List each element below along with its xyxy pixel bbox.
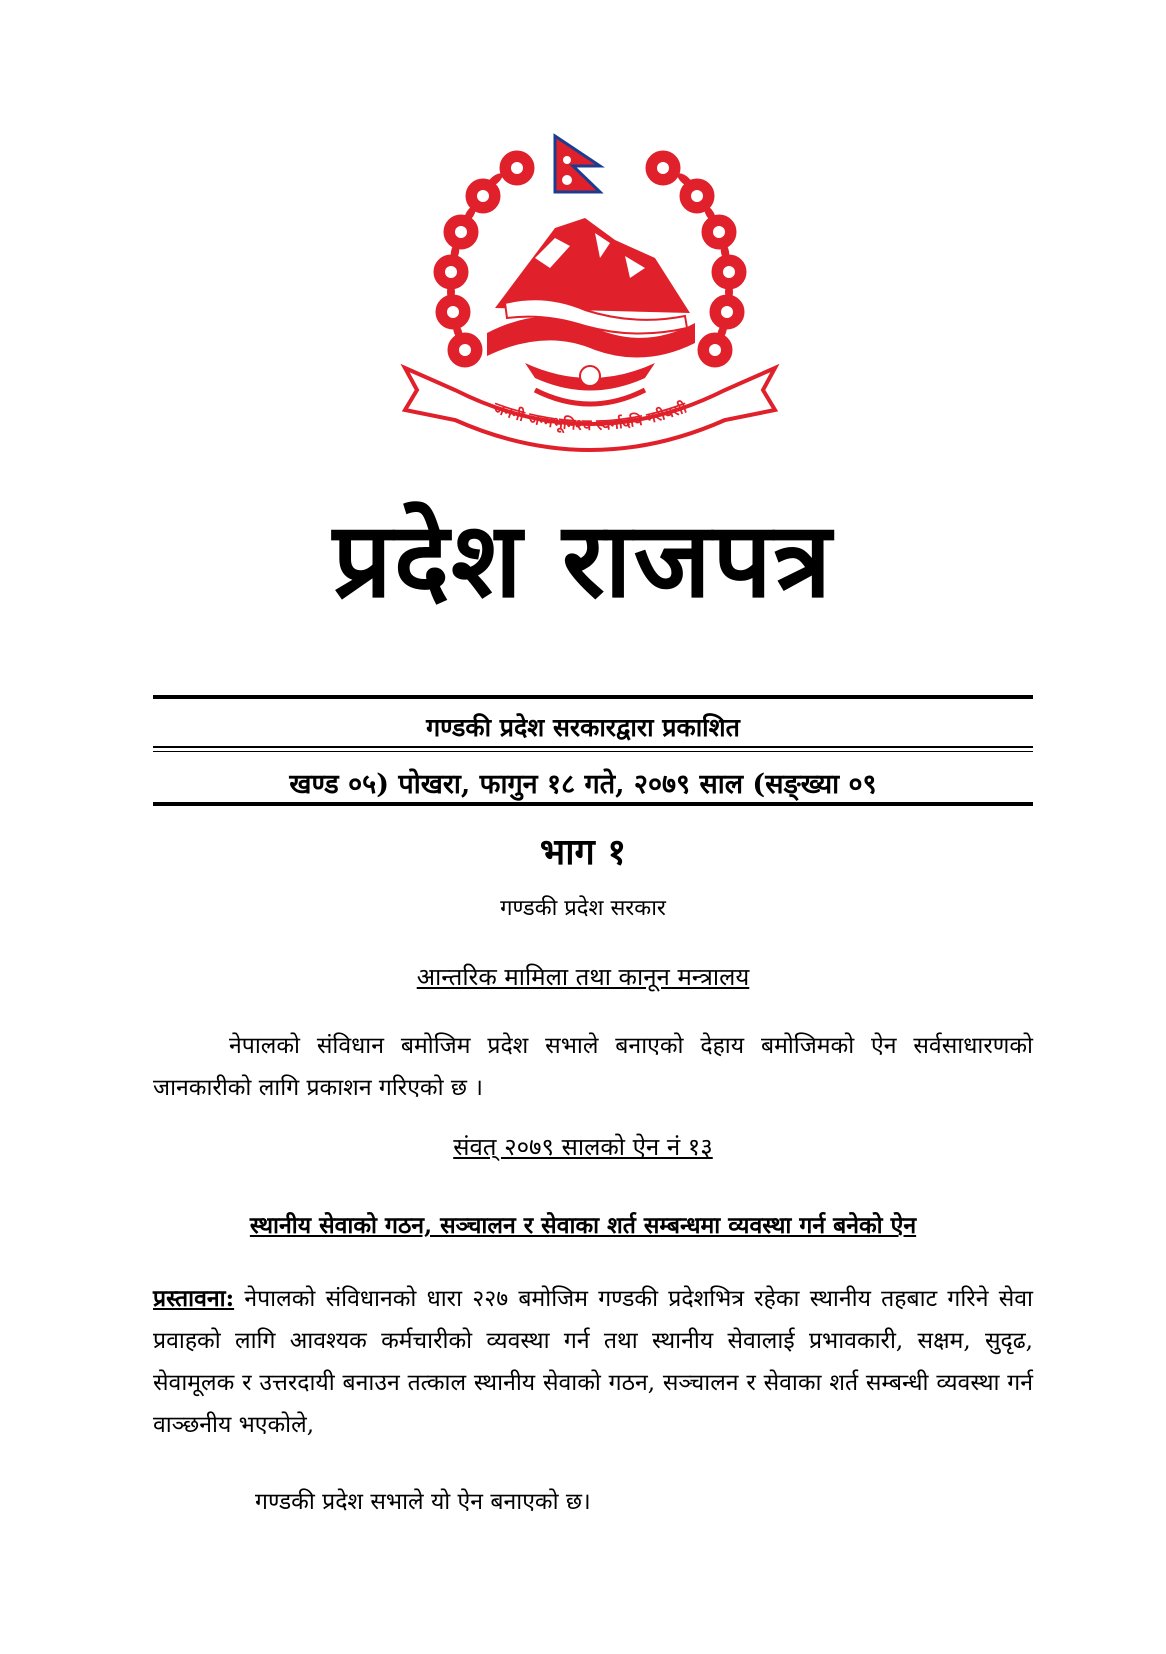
government-name: गण्डकी प्रदेश सरकार bbox=[500, 896, 666, 921]
preamble-label: प्रस्तावना: bbox=[153, 1285, 235, 1312]
preamble-text: नेपालको संविधानको धारा २२७ बमोजिम गण्डकी प्रदेशभित्र रहेका स्थानीय तहबाट गरिने सेवा प्रवाहको लागि आवश्यक कर्मचारीको व्यवस्था गर्न तथा स्थानीय सेवालाई प्रभावकारी, सक्षम, सुदृढ, सेवामूलक र उत्तरदायी बनाउन तत्काल स्थानीय सेवाको गठन, सञ्चालन र सेवाका शर्त सम्बन्धी व्यवस्था गर्न वाञ्छनीय भएकोले, bbox=[153, 1286, 1033, 1438]
bottom-rule bbox=[153, 802, 1033, 806]
emblem-icon bbox=[395, 128, 785, 478]
double-rule-upper bbox=[153, 746, 1033, 748]
preamble-paragraph bbox=[153, 1278, 1033, 1446]
issue-line: खण्ड ०५) पोखरा, फागुन १८ गते, २०७९ साल (सङ्ख्या ०९ bbox=[289, 769, 877, 800]
top-rule bbox=[153, 695, 1033, 699]
gazette-title: प्रदेश राजपत्र bbox=[332, 499, 834, 621]
part-heading: भाग १ bbox=[539, 831, 627, 873]
ministry-name: आन्तरिक मामिला तथा कानून मन्त्रालय bbox=[416, 963, 750, 991]
emblem-motto: जननी जन्मभूमिश्च स्वर्गादपि गरीयसी bbox=[490, 398, 689, 435]
intro-paragraph: नेपालको संविधान बमोजिम प्रदेश सभाले बनाएको देहाय बमोजिमको ऐन सर्वसाधारणको जानकारीको लागि प्रकाशन गरिएको छ । bbox=[153, 1033, 1033, 1101]
double-rule-lower bbox=[153, 751, 1033, 752]
nepal-emblem bbox=[395, 128, 785, 478]
publisher-line: गण्डकी प्रदेश सरकारद्वारा प्रकाशित bbox=[426, 713, 740, 742]
act-number: संवत् २०७९ सालको ऐन नं १३ bbox=[453, 1133, 713, 1161]
flag-icon bbox=[555, 136, 600, 192]
act-title: स्थानीय सेवाको गठन, सञ्चालन र सेवाका शर्त सम्बन्धमा व्यवस्था गर्न बनेको ऐन bbox=[249, 1212, 917, 1239]
enactment-clause: गण्डकी प्रदेश सभाले यो ऐन बनाएको छ। bbox=[255, 1489, 591, 1515]
